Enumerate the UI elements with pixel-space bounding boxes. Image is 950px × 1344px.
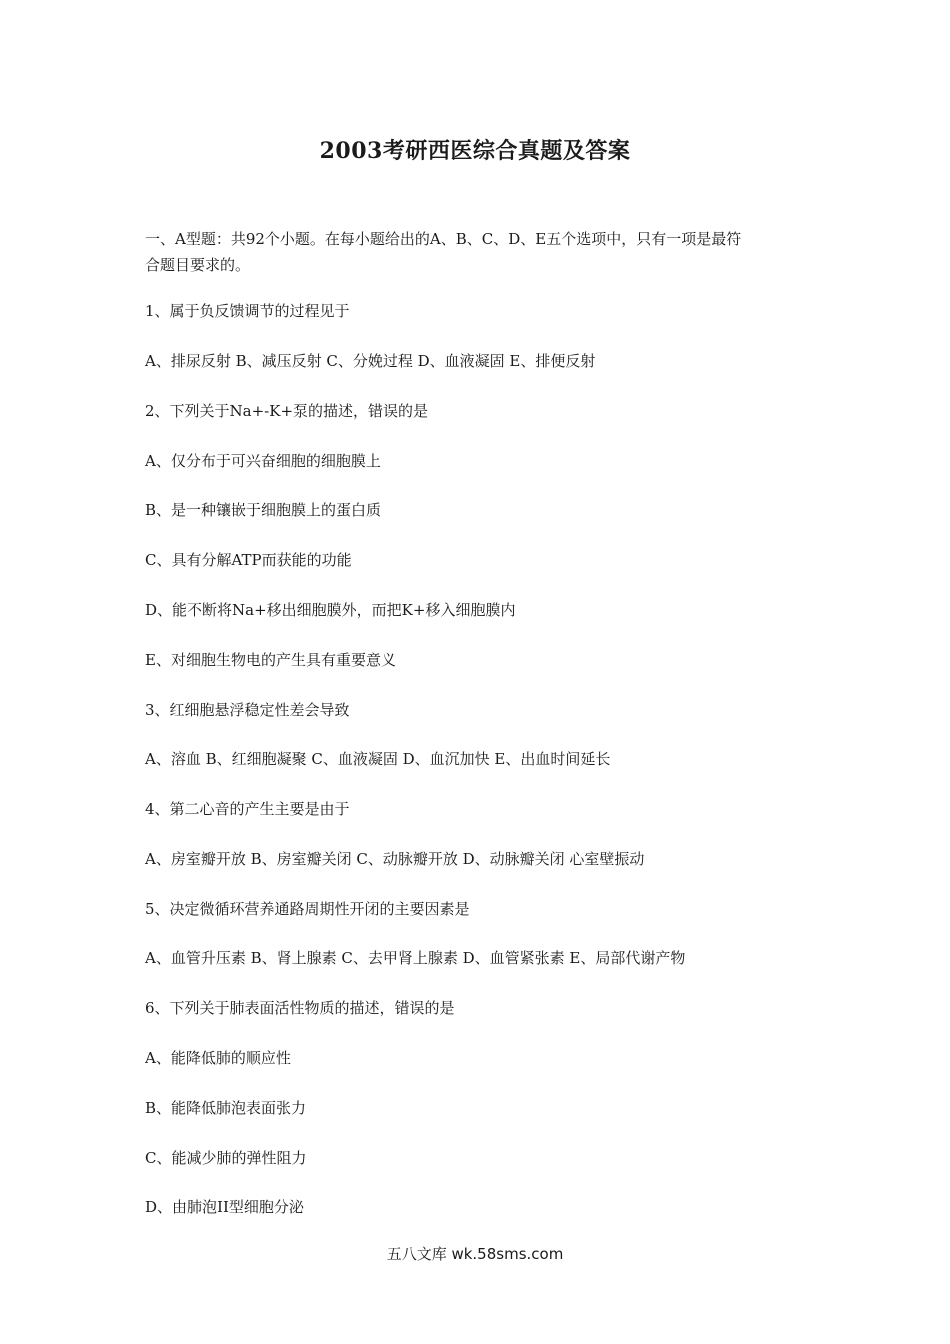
question-2-option-a: A、仅分布于可兴奋细胞的细胞膜上 <box>145 452 381 470</box>
question-6-option-a: A、能降低肺的顺应性 <box>145 1049 291 1067</box>
question-6-option-c: C、能减少肺的弹性阻力 <box>145 1149 307 1167</box>
question-5: 5、决定微循环营养通路周期性开闭的主要因素是 <box>145 900 470 918</box>
question-1-options: A、排尿反射 B、减压反射 C、分娩过程 D、血液凝固 E、排便反射 <box>145 352 596 370</box>
section-intro-line-2: 合题目要求的。 <box>145 256 251 274</box>
page-footer-watermark: 五八文库 wk.58sms.com <box>386 1245 564 1263</box>
question-1: 1、属于负反馈调节的过程见于 <box>145 302 350 320</box>
question-4-options: A、房室瓣开放 B、房室瓣关闭 C、动脉瓣开放 D、动脉瓣关闭 心室壁振动 <box>145 850 645 868</box>
question-2-option-c: C、具有分解ATP而获能的功能 <box>145 551 352 569</box>
question-6-option-b: B、能降低肺泡表面张力 <box>145 1099 307 1117</box>
question-5-options: A、血管升压素 B、肾上腺素 C、去甲肾上腺素 D、血管紧张素 E、局部代谢产物 <box>145 949 686 967</box>
question-6: 6、下列关于肺表面活性物质的描述，错误的是 <box>145 999 455 1017</box>
question-3: 3、红细胞悬浮稳定性差会导致 <box>145 701 350 719</box>
document-title: 2003考研西医综合真题及答案 <box>319 138 631 164</box>
question-2-option-e: E、对细胞生物电的产生具有重要意义 <box>145 651 396 669</box>
question-3-options: A、溶血 B、红细胞凝聚 C、血液凝固 D、血沉加快 E、出血时间延长 <box>145 750 611 768</box>
question-2: 2、下列关于Na+-K+泵的描述，错误的是 <box>145 402 429 420</box>
question-2-option-b: B、是一种镶嵌于细胞膜上的蛋白质 <box>145 501 382 519</box>
question-4: 4、第二心音的产生主要是由于 <box>145 800 350 818</box>
section-intro-line-1: 一、A型题：共92个小题。在每小题给出的A、B、C、D、E五个选项中，只有一项是最符 <box>145 230 742 248</box>
question-6-option-d: D、由肺泡II型细胞分泌 <box>145 1198 304 1216</box>
question-2-option-d: D、能不断将Na+移出细胞膜外，而把K+移入细胞膜内 <box>145 601 516 619</box>
